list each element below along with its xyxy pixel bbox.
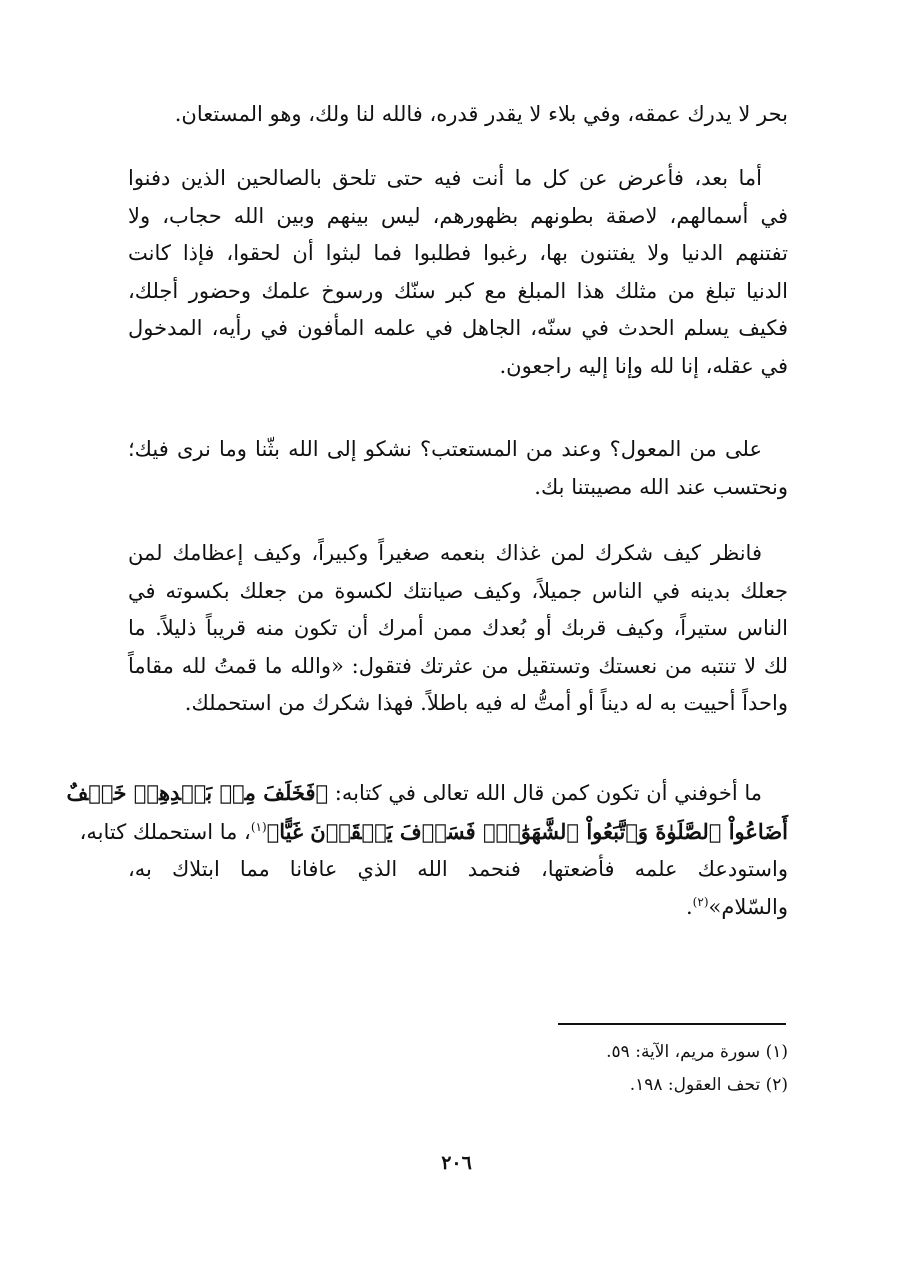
paragraph-line: ونحتسب عند الله مصيبتنا بك.: [534, 474, 788, 499]
paragraph-3: [128, 431, 788, 506]
paragraph-line: على من المعول؟ وعند من المستعتب؟ نشكو إلى الله بثّنا وما نرى فيك؛: [128, 437, 762, 461]
paragraph-line: في أسمالهم، لاصقة بطونهم بظهورهم، ليس بينهم وبين الله حجاب، ولا: [128, 203, 788, 228]
paragraph-text: .: [685, 894, 693, 919]
paragraph-line: في عقله، إنا لله وإنا إليه راجعون.: [499, 353, 788, 378]
page-number: ٢٠٦: [441, 1152, 472, 1174]
paragraph-line: [66, 774, 788, 813]
paragraph-2: [128, 160, 788, 385]
footnote-separator: [558, 1023, 786, 1025]
paragraph-line: فكيف يسلم الحدث في سنّه، الجاهل في علمه المأفون في رأيه، المدخول: [128, 316, 788, 340]
paragraph-4: [128, 535, 788, 723]
paragraph-line: أما بعد، فأعرض عن كل ما أنت فيه حتى تلحق بالصالحين الذين دفنوا: [128, 166, 762, 190]
paragraph-line: فانظر كيف شكرك لمن غذاك بنعمه صغيراً وكبيراً، وكيف إعظامك لمن: [128, 541, 762, 565]
paragraph-line: الناس ستيراً، وكيف قربك أو بُعدك ممن أمرك أن تكون منه قريباً ذليلاً. ما: [128, 616, 788, 640]
paragraph-text: والسّلام»: [708, 894, 788, 919]
paragraph-line: الدنيا تبلغ من مثلك هذا المبلغ مع كبر سنّك ورسوخ علمك وحضور أجلك،: [128, 278, 788, 303]
paragraph-line: [128, 889, 788, 927]
footnote-2: (٢) تحف العقول: ١٩٨.: [629, 1075, 788, 1095]
paragraph-line: بحر لا يدرك عمقه، وفي بلاء لا يقدر قدره، فالله لنا ولك، وهو المستعان.: [174, 102, 788, 126]
footnote-1: (١) سورة مريم، الآية: ٥٩.: [606, 1042, 788, 1062]
paragraph-line: واستودعك علمه فأضعتها، فنحمد الله الذي عافانا مما ابتلاك به،: [128, 857, 788, 881]
footnote-reference[interactable]: (٢): [692, 894, 709, 909]
paragraph-line: لك لا تنتبه من نعستك وتستقيل من عثرتك فتقول: «والله ما قمتُ لله مقاماً: [128, 653, 788, 678]
paragraph-5: [66, 774, 788, 926]
quran-verse: ﴿فَخَلَفَ مِنۢ بَعۡدِهِمۡ خَلۡفٌ: [66, 780, 329, 805]
paragraph-line: جعلك بدينه في الناس جميلاً، وكيف صيانتك لكسوة من جعلك بكسوته في: [128, 578, 788, 603]
footnote-reference[interactable]: (١): [250, 819, 267, 834]
paragraph-1: [128, 96, 788, 134]
paragraph-text: ما أخوفني أن تكون كمن قال الله تعالى في كتابه:: [328, 781, 762, 805]
paragraph-line: [79, 813, 788, 852]
footnotes: [606, 1036, 788, 1102]
paragraph-line: واحداً أحييت به له ديناً أو أمتُّ له فيه باطلاً. فهذا شكرك من استحملك.: [184, 691, 788, 715]
quran-verse: أَضَاعُواْ ٱلصَّلَوٰةَ وَٱتَّبَعُواْ ٱلشَّهَوَٰتِۖ فَسَوۡفَ يَلۡقَوۡنَ غَيًّا﴾: [266, 818, 788, 844]
paragraph-text: ، ما استحملك كتابه،: [79, 819, 251, 844]
paragraph-line: تفتنهم الدنيا ولا يفتنون بها، رغبوا فطلبوا فما لبثوا أن لحقوا، فإذا كانت: [128, 241, 788, 265]
